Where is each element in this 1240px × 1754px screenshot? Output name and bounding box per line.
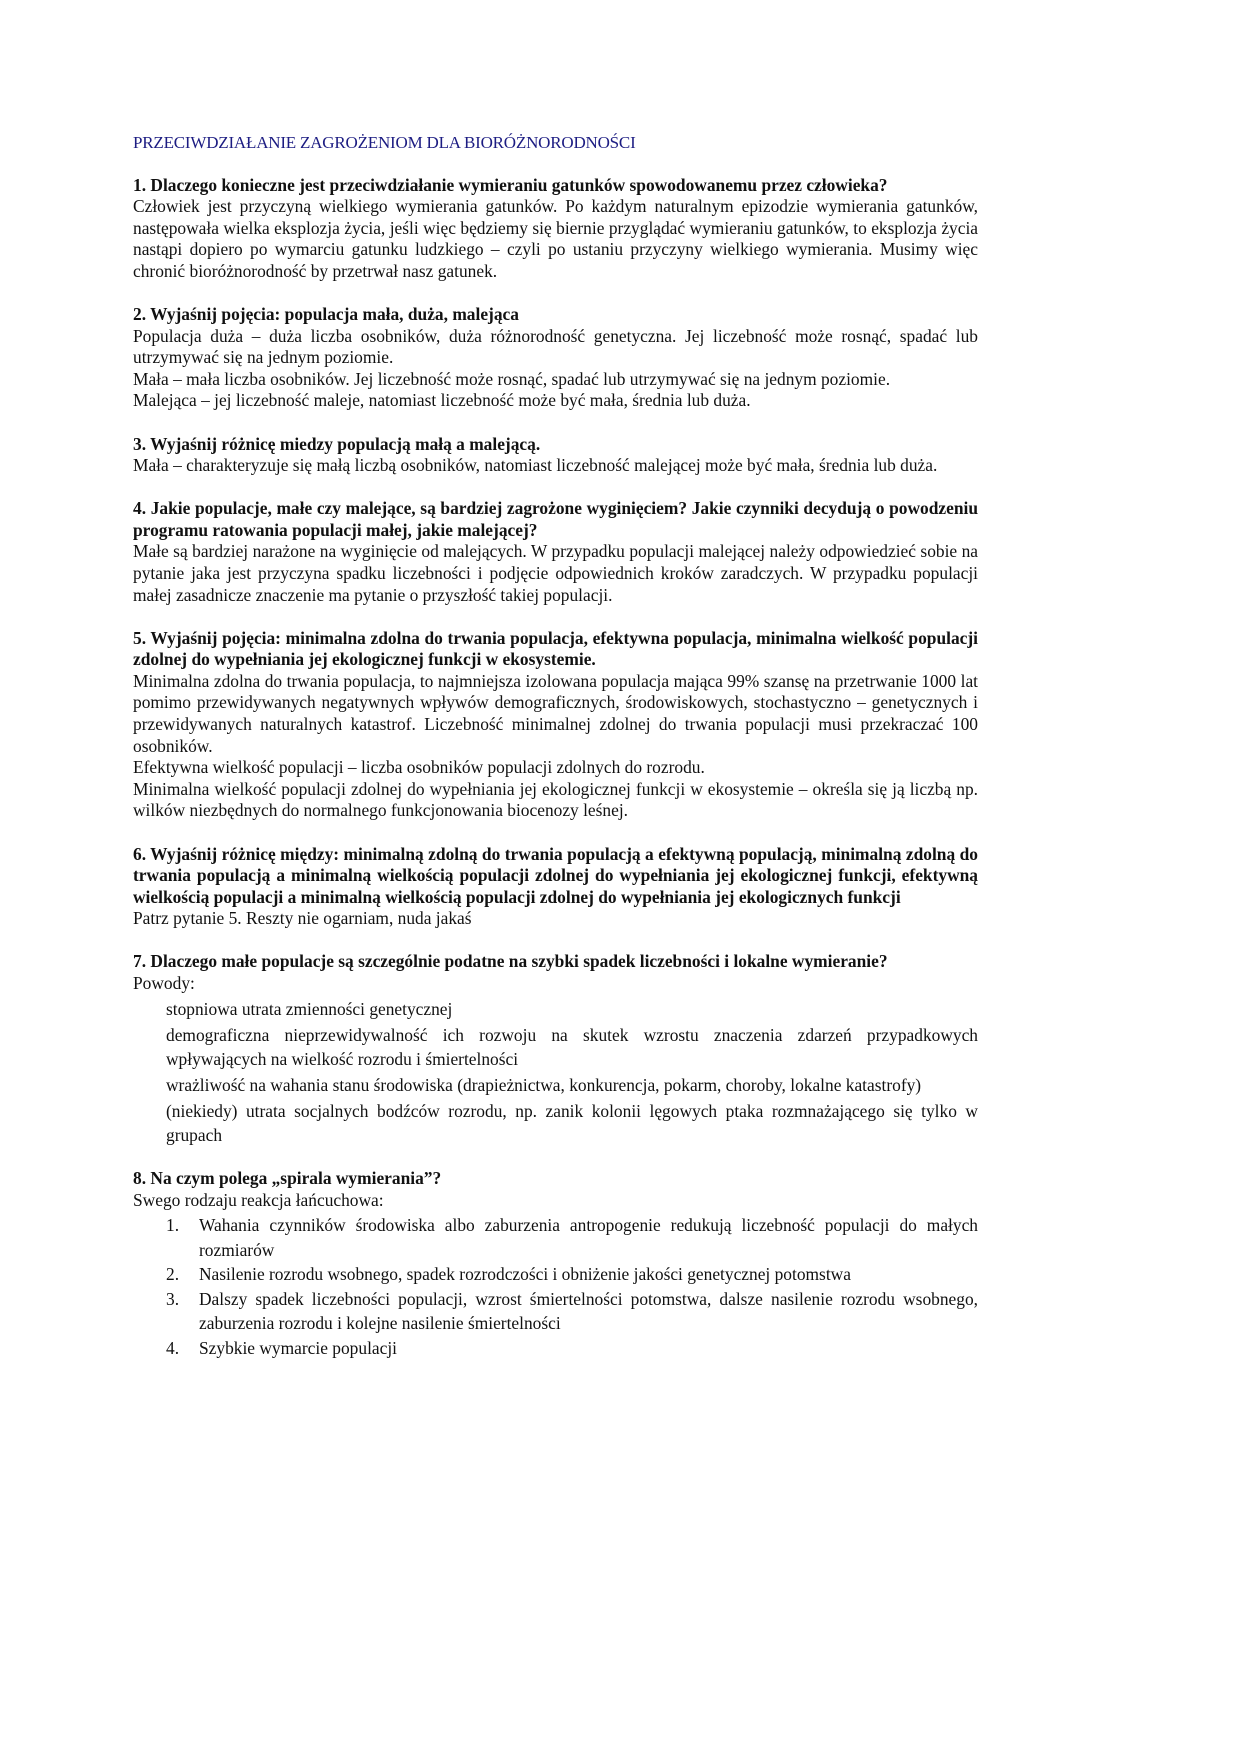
answer-paragraph: Minimalna wielkość populacji zdolnej do wypełniania jej ekologicznej funkcji w ekosystemie – określa się ją liczbą np. wilków niezbędnych do normalnego funkcjonowania biocenozy leśnej. xyxy=(133,778,978,821)
answer-paragraph: Człowiek jest przyczyną wielkiego wymierania gatunków. Po każdym naturalnym epizodzie wymierania gatunków, następowała wielka eksplozja życia, jeśli więc będziemy się biernie przyglądać wymieraniu gatunków, to eksplozja życia nastąpi dopiero po wymarciu gatunku ludzkiego – czyli po ustaniu przyczyny wielkiego wymierania. Musimy więc chronić bioróżnorodność by przetrwał nasz gatunek. xyxy=(133,196,978,281)
question-heading: 5. Wyjaśnij pojęcia: minimalna zdolna do trwania populacja, efektywna populacja, minimalna wielkość populacji zdolnej do wypełniania jej ekologicznej funkcji w ekosystemie. xyxy=(133,627,978,670)
document-page xyxy=(133,132,978,1382)
section-1 xyxy=(133,175,978,283)
section-7 xyxy=(133,951,978,1146)
answer-paragraph: Patrz pytanie 5. Reszty nie ogarniam, nuda jakaś xyxy=(133,908,472,929)
section-5 xyxy=(133,628,978,822)
answer-intro: Powody: xyxy=(133,973,195,993)
document-title: PRZECIWDZIAŁANIE ZAGROŻENIOM DLA BIORÓŻNORODNOŚCI xyxy=(133,133,636,152)
list-item xyxy=(133,1213,978,1262)
list-number: 3. xyxy=(166,1288,180,1309)
section-4 xyxy=(133,498,978,606)
list-item xyxy=(133,1287,978,1336)
question-heading: 6. Wyjaśnij różnicę między: minimalną zdolną do trwania populacją a efektywną populacją, minimalną zdolną do trwania populacją a minimalną wielkością populacji zdolnej do wypełniania jej ekologicznej funkcji, efektywną wielkością populacji a minimalną wielkością populacji zdolnej do wypełniania jej ekologicznych funkcji xyxy=(133,843,978,907)
list-item xyxy=(133,1262,978,1287)
answer-paragraph: Efektywna wielkość populacji – liczba osobników populacji zdolnych do rozrodu. xyxy=(133,757,705,778)
question-heading: 2. Wyjaśnij pojęcia: populacja mała, duża, malejąca xyxy=(133,304,519,325)
question-heading: 3. Wyjaśnij różnicę miedzy populacją małą a malejącą. xyxy=(133,433,541,454)
answer-intro: Swego rodzaju reakcja łańcuchowa: xyxy=(133,1189,384,1210)
question-heading: 4. Jakie populacje, małe czy malejące, są bardziej zagrożone wyginięciem? Jakie czynniki decydują o powodzeniu programu ratowania populacji małej, jakie malejącej? xyxy=(133,498,978,540)
list-number: 1. xyxy=(166,1215,180,1236)
list-text: Nasilenie rozrodu wsobnego, spadek rozrodczości i obniżenie jakości genetycznej potomstwa xyxy=(199,1264,851,1285)
numbered-list xyxy=(133,1213,978,1360)
list-number: 2. xyxy=(166,1264,180,1285)
section-2 xyxy=(133,304,978,412)
reason-item: wrażliwość na wahania stanu środowiska (drapieżnictwa, konkurencja, pokarm, choroby, lokalne katastrofy) xyxy=(166,1074,922,1095)
reason-item: demograficzna nieprzewidywalność ich rozwoju na skutek wzrostu znaczenia zdarzeń przypadkowych wpływających na wielkość rozrodu i śmiertelności xyxy=(166,1024,978,1069)
section-3 xyxy=(133,434,978,477)
list-text: Wahania czynników środowiska albo zaburzenia antropogenie redukują liczebność populacji do małych rozmiarów xyxy=(199,1215,978,1260)
answer-paragraph: Mała – mała liczba osobników. Jej liczebność może rosnąć, spadać lub utrzymywać się na jednym poziomie. xyxy=(133,368,891,389)
answer-paragraph: Populacja duża – duża liczba osobników, duża różnorodność genetyczna. Jej liczebność może rosnąć, spadać lub utrzymywać się na jednym poziomie. xyxy=(133,325,978,368)
question-heading: 7. Dlaczego małe populacje są szczególnie podatne na szybki spadek liczebności i lokalne wymieranie? xyxy=(133,951,888,972)
sections xyxy=(133,175,978,930)
question-heading: 1. Dlaczego konieczne jest przeciwdziałanie wymieraniu gatunków spowodowanemu przez człowieka? xyxy=(133,174,888,195)
list-item xyxy=(133,1336,978,1361)
list-text: Dalszy spadek liczebności populacji, wzrost śmiertelności potomstwa, dalsze nasilenie rozrodu wsobnego, zaburzenia rozrodu i kolejne nasilenie śmiertelności xyxy=(199,1288,978,1334)
list-number: 4. xyxy=(166,1337,180,1358)
section-6 xyxy=(133,844,978,930)
question-heading: 8. Na czym polega „spirala wymierania”? xyxy=(133,1168,442,1189)
answer-paragraph: Malejąca – jej liczebność maleje, natomiast liczebność może być mała, średnia lub duża. xyxy=(133,390,751,411)
answer-paragraph: Małe są bardziej narażone na wyginięcie od malejących. W przypadku populacji malejącej należy odpowiedzieć sobie na pytanie jaka jest przyczyna spadku liczebności i podjęcie odpowiednich kroków zaradczych. W przypadku populacji małej zasadnicze znaczenie ma pytanie o przyszłość takiej populacji. xyxy=(133,541,978,605)
answer-paragraph: Minimalna zdolna do trwania populacja, to najmniejsza izolowana populacja mająca 99% szansę na przetrwanie 1000 lat pomimo przewidywanych negatywnych wpływów demograficznych, środowiskowych, stochastyczno – genetycznych i przewidywanych naturalnych katastrof. Liczebność minimalnej zdolnej do trwania populacji musi przekraczać 100 osobników. xyxy=(133,670,978,756)
list-text: Szybkie wymarcie populacji xyxy=(199,1337,397,1358)
reason-item: (niekiedy) utrata socjalnych bodźców rozrodu, np. zanik kolonii lęgowych ptaka rozmnażającego się tylko w grupach xyxy=(166,1100,978,1145)
answer-paragraph: Mała – charakteryzuje się małą liczbą osobników, natomiast liczebność malejącej może być mała, średnia lub duża. xyxy=(133,455,938,476)
section-8 xyxy=(133,1168,978,1360)
reason-item: stopniowa utrata zmienności genetycznej xyxy=(166,998,453,1019)
